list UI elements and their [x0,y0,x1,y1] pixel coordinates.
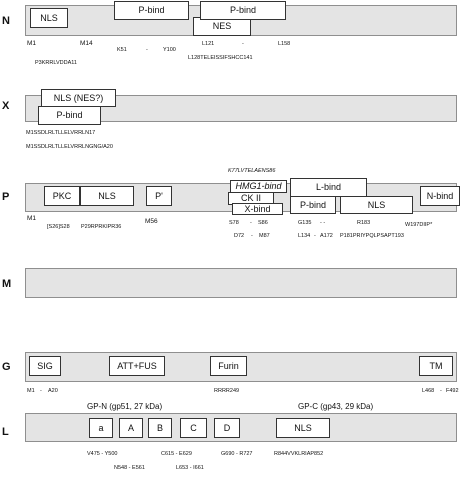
label-n-m14: M14 [80,40,93,47]
label-p-s26: [S26]S28 [47,224,70,230]
label-p-p181: P181PRIYPQLPSAPT193 [340,233,404,239]
label-n-y100: Y100 [163,47,176,53]
label-p-m1: M1 [27,215,37,222]
label-p-r183: R183 [357,220,371,226]
label-p-dash-b: - [251,233,253,239]
label-p-s86: S86 [258,220,268,226]
label-n-l128: L128TELEISSIFSHCC141 [188,55,253,61]
label-p-dots: - - [320,220,326,226]
domain-pbind-p: P-bind [290,196,336,214]
label-n-m1: M1 [27,40,37,47]
label-x-seq1: M1SSDLRLTLLELVRRLN17 [26,130,96,136]
protein-bar-m [25,268,457,298]
domain-ck2-p: CK II [228,192,274,205]
row-label-p: P [2,191,10,203]
label-n-k51: K51 [117,47,127,53]
label-p-k77: K77LVTELAENS86 [228,168,276,174]
domain-nbind-p: N-bind [420,186,460,206]
label-p-g135: G135 [298,220,312,226]
label-g-dash1: - [40,388,42,394]
label-p-dash-a: - [250,220,252,226]
label-l-g690: G690 - R727 [221,451,253,457]
domain-xbind-p: X-bind [232,203,283,215]
domain-nes-n: NES [193,17,251,36]
label-g-m1: M1 [27,388,35,394]
label-p-s78: S78 [229,220,239,226]
domain-pprime-p: P' [146,186,172,206]
domain-hmg1-p: HMG1-bind [230,180,287,193]
domain-tm-g: TM [419,356,453,376]
label-p-p29: P29RPRKIPR36 [81,224,122,230]
domain-A-l: A [119,418,143,438]
label-x-seq2: M1SSDLRLTLLELVRRLNGNG/A20 [26,144,113,150]
row-label-g: G [2,361,11,373]
domain-pbind-n-1: P-bind [114,1,189,20]
label-p-d72: D72 [234,233,245,239]
label-p-l134: L134 [298,233,311,239]
label-l-n548: N548 - E561 [114,465,145,471]
row-label-x: X [2,100,10,112]
label-p-dash-c: - [314,233,316,239]
domain-C-l: C [180,418,207,438]
row-label-l: L [2,426,9,438]
label-p-w197: W197DIIP* [405,222,433,228]
label-g-f492: F492 [446,388,459,394]
label-n-nls-seq: P3KRRLVDDA11 [35,60,77,66]
domain-D-l: D [214,418,240,438]
label-l-v475: V475 - Y500 [87,451,118,457]
label-g-a20: A20 [48,388,58,394]
label-g-l468: L468 [422,388,435,394]
label-l-r844: R844VVKLRIAP852 [274,451,324,457]
domain-att-fus-g: ATT+FUS [109,356,165,376]
domain-pbind-n-2: P-bind [200,1,286,20]
row-label-m: M [2,278,12,290]
domain-nls-n: NLS [30,8,68,28]
label-n-dash1: - [146,47,148,53]
domain-pkc-p: PKC [44,186,80,206]
domain-furin-g: Furin [210,356,247,376]
label-p-m87: M87 [259,233,270,239]
row-label-n: N [2,15,10,27]
label-n-l158: L158 [278,41,291,47]
label-n-dash2: - [242,41,244,47]
label-g-dash2: - [440,388,442,394]
domain-B-l: B [148,418,172,438]
caption-gp-c: GP-C (gp43, 29 kDa) [298,402,374,411]
label-n-l121: L121 [202,41,215,47]
label-l-l653: L653 - I661 [176,465,204,471]
domain-nls-p: NLS [80,186,134,206]
domain-a-lower-l: a [89,418,113,438]
domain-nls-l: NLS [276,418,330,438]
domain-lbind-p: L-bind [290,178,367,197]
label-g-rrrr: RRRR249 [214,388,240,394]
domain-sig-g: SIG [29,356,61,376]
domain-nls2-p: NLS [340,196,413,214]
domain-pbind-x: P-bind [38,106,101,125]
domain-nls-nes-x: NLS (NES?) [41,89,116,107]
label-p-a172: A172 [320,233,333,239]
caption-gp-n: GP-N (gp51, 27 kDa) [87,402,163,411]
label-l-c615: C615 - E629 [161,451,192,457]
label-p-m56: M56 [145,218,158,225]
